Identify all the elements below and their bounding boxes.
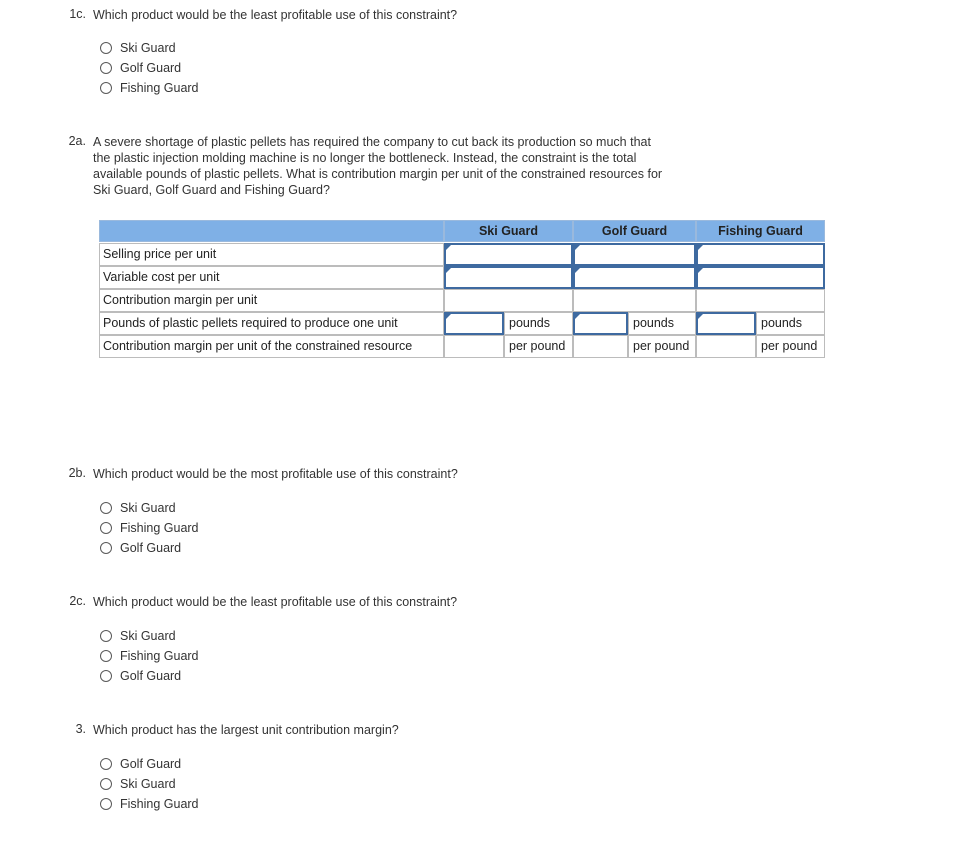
question-line: Ski Guard, Golf Guard and Fishing Guard?: [93, 183, 330, 197]
ski-variable-cost-input[interactable]: [444, 266, 573, 289]
question-text: Which product would be the least profitable use of this constraint?: [93, 8, 458, 22]
option-golf-guard[interactable]: [100, 754, 181, 774]
row-label-cm-per-constrained-resource: Contribution margin per unit of the constrained resource: [99, 335, 444, 358]
unit-label: per pound: [756, 335, 825, 358]
option-ski-guard[interactable]: [100, 774, 176, 794]
radio-button[interactable]: [100, 62, 112, 74]
question-number: 1c.: [69, 7, 86, 21]
question-number: 3.: [75, 722, 86, 736]
option-label: Ski Guard: [120, 501, 176, 515]
option-label: Fishing Guard: [120, 521, 199, 535]
question-line: the plastic injection molding machine is no longer the bottleneck. Instead, the constraint is the total: [93, 151, 637, 165]
unit-label: pounds: [756, 312, 825, 335]
radio-button[interactable]: [100, 670, 112, 682]
option-fishing-guard[interactable]: [100, 78, 199, 98]
radio-button[interactable]: [100, 758, 112, 770]
row-label-selling-price: Selling price per unit: [99, 243, 444, 266]
golf-cm-per-pound-cell: [573, 335, 628, 358]
question-text: Which product would be the least profitable use of this constraint?: [93, 595, 458, 609]
column-header-golf-guard: Golf Guard: [573, 220, 696, 242]
radio-button[interactable]: [100, 650, 112, 662]
question-number: 2b.: [68, 466, 86, 480]
option-label: Ski Guard: [120, 777, 176, 791]
radio-button[interactable]: [100, 42, 112, 54]
question-line: available pounds of plastic pellets. What is contribution margin per unit of the constrained resources for: [93, 167, 663, 181]
ski-pounds-input[interactable]: [444, 312, 504, 335]
radio-button[interactable]: [100, 82, 112, 94]
option-ski-guard[interactable]: [100, 498, 176, 518]
fishing-selling-price-input[interactable]: [696, 243, 825, 266]
question-number: 2a.: [68, 134, 86, 148]
fishing-variable-cost-input[interactable]: [696, 266, 825, 289]
column-header-fishing-guard: Fishing Guard: [696, 220, 825, 242]
question-line: A severe shortage of plastic pellets has required the company to cut back its production so much that: [93, 135, 651, 149]
fishing-pounds-input[interactable]: [696, 312, 756, 335]
option-label: Fishing Guard: [120, 81, 199, 95]
golf-variable-cost-input[interactable]: [573, 266, 696, 289]
golf-selling-price-input[interactable]: [573, 243, 696, 266]
option-fishing-guard[interactable]: [100, 646, 199, 666]
golf-pounds-input[interactable]: [573, 312, 628, 335]
row-label-contribution-margin: Contribution margin per unit: [99, 289, 444, 312]
unit-label: per pound: [504, 335, 573, 358]
fishing-contribution-margin-cell: [696, 289, 825, 312]
ski-selling-price-input[interactable]: [444, 243, 573, 266]
option-ski-guard[interactable]: [100, 626, 176, 646]
option-fishing-guard[interactable]: [100, 794, 199, 814]
ski-contribution-margin-cell: [444, 289, 573, 312]
row-label-pounds-required: Pounds of plastic pellets required to produce one unit: [99, 312, 444, 335]
option-label: Ski Guard: [120, 41, 176, 55]
question-text: Which product has the largest unit contribution margin?: [93, 723, 399, 737]
option-ski-guard[interactable]: [100, 38, 176, 58]
radio-button[interactable]: [100, 798, 112, 810]
option-fishing-guard[interactable]: [100, 518, 199, 538]
option-golf-guard[interactable]: [100, 58, 181, 78]
unit-label: pounds: [504, 312, 573, 335]
option-label: Golf Guard: [120, 757, 182, 771]
unit-label: pounds: [628, 312, 696, 335]
option-golf-guard[interactable]: [100, 666, 181, 686]
radio-button[interactable]: [100, 522, 112, 534]
ski-cm-per-pound-cell: [444, 335, 504, 358]
question-text: Which product would be the most profitable use of this constraint?: [93, 467, 458, 481]
radio-button[interactable]: [100, 542, 112, 554]
option-label: Fishing Guard: [120, 797, 199, 811]
row-label-variable-cost: Variable cost per unit: [99, 266, 444, 289]
table-header-blank: [99, 220, 444, 242]
fishing-cm-per-pound-cell: [696, 335, 756, 358]
unit-label: per pound: [628, 335, 696, 358]
option-golf-guard[interactable]: [100, 538, 181, 558]
radio-button[interactable]: [100, 778, 112, 790]
column-header-ski-guard: Ski Guard: [444, 220, 573, 242]
radio-button[interactable]: [100, 630, 112, 642]
option-label: Golf Guard: [120, 61, 182, 75]
option-label: Golf Guard: [120, 669, 182, 683]
option-label: Fishing Guard: [120, 649, 199, 663]
option-label: Golf Guard: [120, 541, 182, 555]
question-text: [93, 134, 713, 198]
radio-button[interactable]: [100, 502, 112, 514]
option-label: Ski Guard: [120, 629, 176, 643]
golf-contribution-margin-cell: [573, 289, 696, 312]
question-number: 2c.: [69, 594, 86, 608]
